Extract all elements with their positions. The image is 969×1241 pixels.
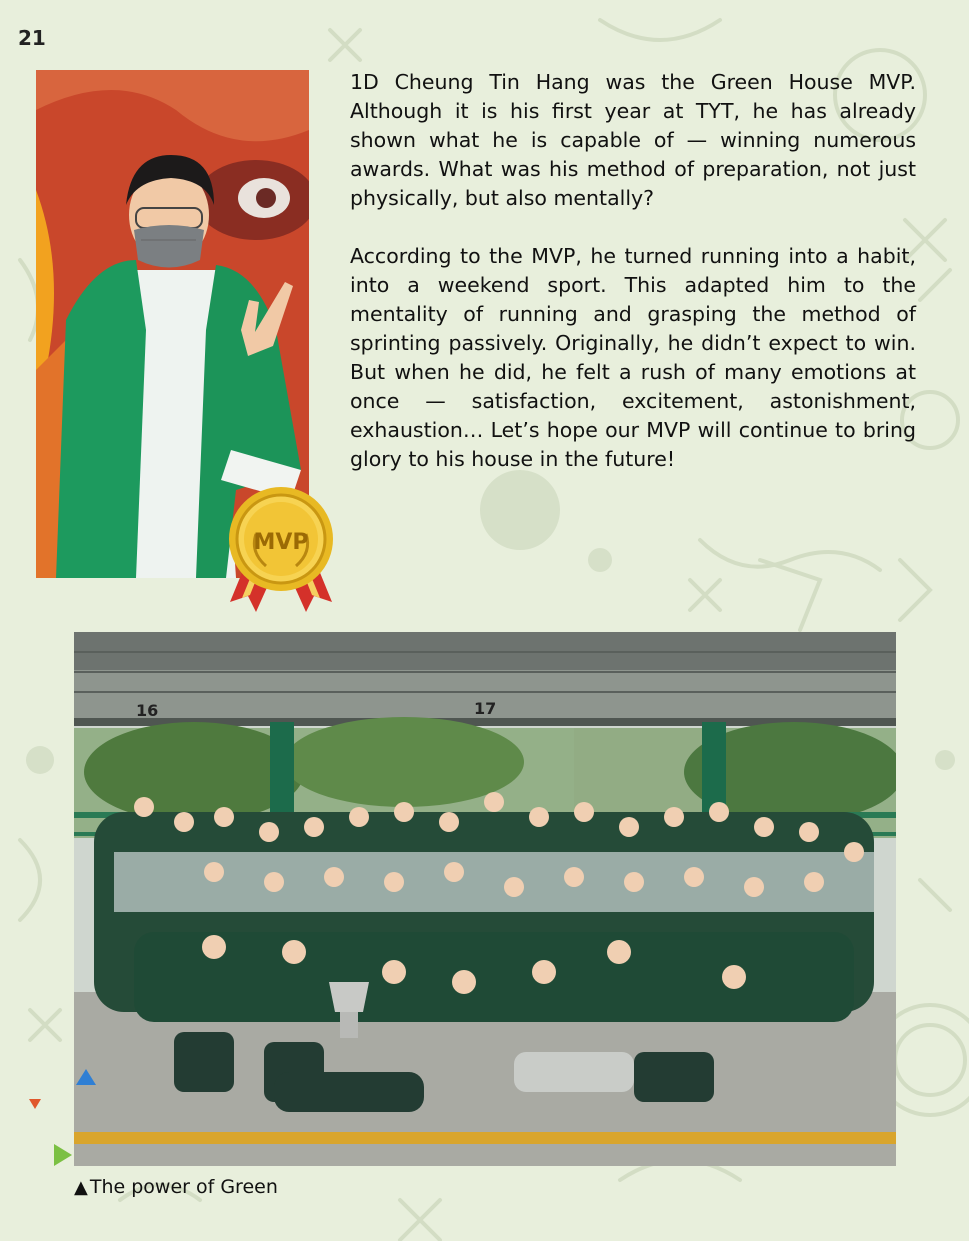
mvp-medal-icon xyxy=(226,484,336,626)
group-photo xyxy=(74,632,896,1166)
caption-text: The power of Green xyxy=(89,1176,278,1198)
green-triangle-icon xyxy=(52,1142,74,1168)
paragraph-1: 1D Cheung Tin Hang was the Green House MVP. Although it is his first year at TYT, he has already shown what he is capable of — winning numerous awards. What was his method of preparation, not just physically, but also mentally? xyxy=(350,70,916,210)
orange-triangle-icon xyxy=(28,1098,42,1110)
page-number: 21 xyxy=(18,26,46,50)
platform-number-16: 16 xyxy=(136,701,159,720)
medal-label: MVP xyxy=(253,530,309,555)
caption-triangle-icon: ▲ xyxy=(74,1177,88,1198)
platform-number-17: 17 xyxy=(474,699,497,718)
paragraph-2: According to the MVP, he turned running into a habit, into a weekend sport. This adapted him to the mentality of running and grasping the method of sprinting passively. Originally, he didn’t expect to win. But when he did, he felt a rush of many emotions at once — satisfaction, excitement, astonishment, exhaustion… Let’s hope our MVP will continue to bring glory to his house in the future! xyxy=(350,244,916,471)
photo-caption xyxy=(74,1176,278,1198)
blue-triangle-icon xyxy=(74,1067,98,1087)
article-body xyxy=(350,68,916,503)
